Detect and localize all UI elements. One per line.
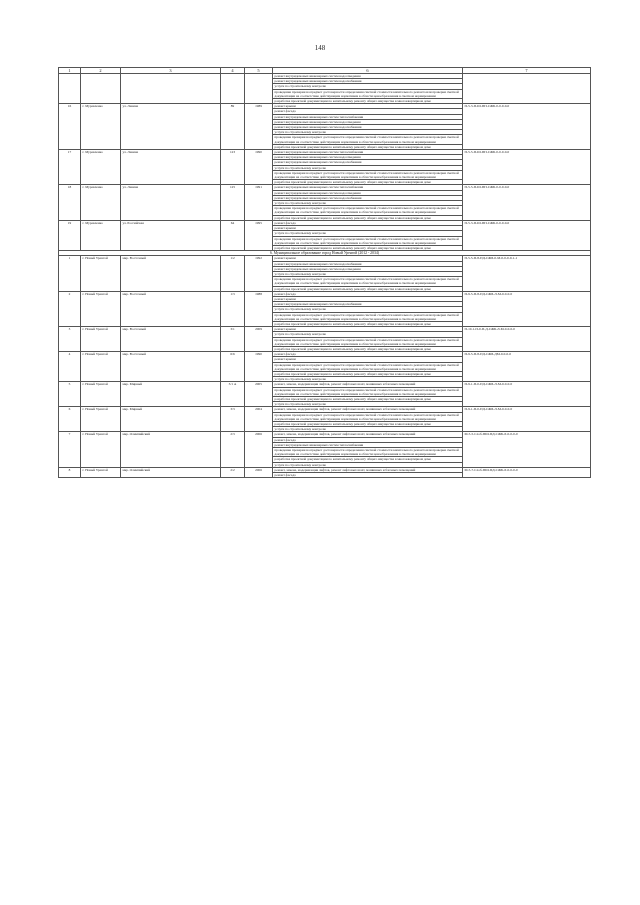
work-type-cell: ремонт крыши	[273, 296, 463, 301]
table-row	[59, 185, 591, 190]
town-cell: г. Новый Уренгой	[81, 382, 121, 407]
work-type-cell: услуги по строительному контролю	[273, 130, 463, 135]
work-type-cell: проведение проверки на предмет достоверности определения сметной стоимости капитального ремонта или проверки сметной документации на соответствие действующим нормативам в области ценообразования в сметном нормировании	[273, 312, 463, 321]
row-number: 3	[59, 327, 81, 352]
town-cell: г. Новый Уренгой	[81, 407, 121, 432]
street-cell: ул. Ленина	[121, 185, 221, 220]
year-cell: 1990	[245, 150, 273, 185]
town-cell: г. Новый Уренгой	[81, 432, 121, 467]
town-cell: г. Новый Уренгой	[81, 256, 121, 291]
year-cell: 2009	[245, 327, 273, 352]
street-cell: ул. Российская	[121, 220, 221, 250]
year-cell: 1992	[245, 256, 273, 291]
house-code-cell: П-5-5-П-8-ПД-СЖБ-0-М-0-0-0-0-1-1	[463, 256, 591, 291]
table-row	[59, 467, 591, 472]
town-cell	[81, 74, 121, 104]
house-code-cell: М-5-7-Слоб-ПШ-ПД-СЖБ-Л-0-0-0-0	[463, 467, 591, 477]
work-type-cell: ремонт внутридомовых инженерных систем водоснабжения	[273, 125, 463, 130]
work-type-cell: ремонт внутридомовых инженерных систем водоотведения	[273, 155, 463, 160]
work-type-cell: ремонт внутридомовых инженерных систем водоотведения	[273, 74, 463, 79]
work-type-cell: ремонт крыши	[273, 104, 463, 109]
work-type-cell: услуги по строительному контролю	[273, 84, 463, 89]
row-number: 1	[59, 256, 81, 291]
work-type-cell: ремонт крыши	[273, 327, 463, 332]
work-type-cell: ремонт внутридомовых инженерных систем водоснабжения	[273, 79, 463, 84]
house-cell: 1/3	[221, 291, 245, 326]
house-cell: 3/3	[221, 407, 245, 432]
work-type-cell: разработка проектной документации по капитальному ремонту общего имущества в многоквартирном доме	[273, 245, 463, 250]
table-row	[59, 407, 591, 412]
town-cell: г. Новый Уренгой	[81, 291, 121, 326]
work-type-cell: проведение проверки на предмет достоверности определения сметной стоимости капитального ремонта или проверки сметной документации на соответствие действующим нормативам в области ценообразования в сметном нормировании	[273, 170, 463, 179]
work-type-cell: ремонт внутридомовых инженерных систем водоотведения	[273, 266, 463, 271]
house-cell: 125	[221, 185, 245, 220]
work-type-cell: услуги по строительному контролю	[273, 271, 463, 276]
work-type-cell: ремонт, замена, модернизация лифтов, ремонт лифтовых шахт, машинных и блочных помещений	[273, 467, 463, 472]
house-code-cell: П-9-1-П-0-ПД-СЖБ-Л-М-0-0-0-0	[463, 382, 591, 407]
section-title: 6. Муниципальное образование город Новый Уренгой (2012 - 2034)	[59, 251, 591, 256]
work-type-cell: ремонт внутридомовых инженерных систем теплоснабжения	[273, 150, 463, 155]
work-type-cell: ремонт внутридомовых инженерных систем водоснабжения	[273, 195, 463, 200]
work-type-cell: ремонт внутридомовых инженерных систем теплоснабжения	[273, 442, 463, 447]
town-cell: г. Новый Уренгой	[81, 467, 121, 477]
row-number	[59, 74, 81, 104]
house-cell: 1/2	[221, 256, 245, 291]
town-cell: г. Новый Уренгой	[81, 352, 121, 382]
street-cell: мкр. Мирный	[121, 407, 221, 432]
work-type-cell: услуги по строительному контролю	[273, 231, 463, 236]
work-type-cell: проведение проверки на предмет достоверности определения сметной стоимости капитального ремонта или проверки сметной документации на соответствие действующим нормативам в области ценообразования в сметном нормировании	[273, 206, 463, 215]
row-number: 6	[59, 407, 81, 432]
work-type-cell: проведение проверки на предмет достоверности определения сметной стоимости капитального ремонта или проверки сметной документации на соответствие действующим нормативам в области ценообразования в сметном нормировании	[273, 277, 463, 286]
work-type-cell: проведение проверки на предмет достоверности определения сметной стоимости капитального ремонта или проверки сметной документации на соответствие действующим нормативам в области ценообразования в сметном нормировании	[273, 412, 463, 421]
work-type-cell: услуги по строительному контролю	[273, 402, 463, 407]
row-number: 2	[59, 291, 81, 326]
work-type-cell: ремонт внутридомовых инженерных систем водоснабжения	[273, 302, 463, 307]
work-type-cell: ремонт внутридомовых инженерных систем водоснабжения	[273, 261, 463, 266]
table-row	[59, 432, 591, 437]
work-type-cell: разработка проектной документации по капитальному ремонту общего имущества в многоквартирном доме	[273, 457, 463, 462]
house-code-cell: П-5-5-П-Ш-ПП-СЖБ-0-0-0-0-0	[463, 150, 591, 185]
street-cell: мкр. Мирный	[121, 382, 221, 407]
work-type-cell: проведение проверки на предмет достоверности определения сметной стоимости капитального ремонта или проверки сметной документации на соответствие действующим нормативам в области ценообразования в сметном нормировании	[273, 448, 463, 457]
column-header: 3	[121, 68, 221, 74]
work-type-cell: ремонт фасада	[273, 220, 463, 225]
column-header: 4	[221, 68, 245, 74]
street-cell: мкр. Олимпийский	[121, 432, 221, 467]
work-type-cell: услуги по строительному контролю	[273, 332, 463, 337]
house-code-cell: П-5-5-П-Ш-ПП-СЖБ-0-0-0-0-0	[463, 185, 591, 220]
row-number: 8	[59, 467, 81, 477]
work-type-cell: разработка проектной документации по капитальному ремонту общего имущества в многоквартирном доме	[273, 144, 463, 149]
year-cell: 1988	[245, 291, 273, 326]
work-type-cell: разработка проектной документации по капитальному ремонту общего имущества в многоквартирном доме	[273, 321, 463, 326]
town-cell: г. Муравленко	[81, 220, 121, 250]
work-type-cell: проведение проверки на предмет достоверности определения сметной стоимости капитального ремонта или проверки сметной документации на соответствие действующим нормативам в области ценообразования в сметном нормировании	[273, 135, 463, 144]
work-type-cell: проведение проверки на предмет достоверности определения сметной стоимости капитального ремонта или проверки сметной документации на соответствие действующим нормативам в области ценообразования в сметном нормировании	[273, 337, 463, 346]
house-cell: 2/2	[221, 467, 245, 477]
work-type-cell: проведение проверки на предмет достоверности определения сметной стоимости капитального ремонта или проверки сметной документации на соответствие действующим нормативам в области ценообразования в сметном нормировании	[273, 89, 463, 98]
page-number: 148	[314, 44, 326, 52]
year-cell: 1990	[245, 352, 273, 382]
column-header: 5	[245, 68, 273, 74]
work-type-cell: ремонт фасада	[273, 291, 463, 296]
work-type-cell: ремонт, замена, модернизация лифтов, ремонт лифтовых шахт, машинных и блочных помещений	[273, 432, 463, 437]
house-code-cell: П-9-1-П-0-ПД-СЖБ-Л-М-0-0-0-0	[463, 407, 591, 432]
work-type-cell: разработка проектной документации по капитальному ремонту общего имущества в многоквартирном доме	[273, 215, 463, 220]
row-number: 17	[59, 150, 81, 185]
year-cell: 2004	[245, 407, 273, 432]
street-cell: мкр. Восточный	[121, 352, 221, 382]
work-type-cell: услуги по строительному контролю	[273, 462, 463, 467]
work-type-cell: услуги по строительному контролю	[273, 201, 463, 206]
house-cell: 3/1	[221, 327, 245, 352]
work-type-cell: разработка проектной документации по капитальному ремонту общего имущества в многоквартирном доме	[273, 397, 463, 402]
street-cell: мкр. Олимпийский	[121, 467, 221, 477]
work-type-cell: ремонт крыши	[273, 357, 463, 362]
year-cell	[245, 74, 273, 104]
table-row	[59, 150, 591, 155]
work-type-cell: разработка проектной документации по капитальному ремонту общего имущества в многоквартирном доме	[273, 422, 463, 427]
house-code-cell	[463, 74, 591, 104]
work-type-cell: ремонт фасада	[273, 473, 463, 478]
town-cell: г. Муравленко	[81, 185, 121, 220]
work-type-cell: ремонт внутридомовых инженерных систем водоотведения	[273, 190, 463, 195]
work-type-cell: услуги по строительному контролю	[273, 165, 463, 170]
table-row	[59, 382, 591, 387]
row-number: 7	[59, 432, 81, 467]
town-cell: г. Муравленко	[81, 104, 121, 150]
year-cell: 2006	[245, 467, 273, 477]
year-cell: 1989	[245, 104, 273, 150]
work-type-cell: ремонт, замена, модернизация лифтов, ремонт лифтовых шахт, машинных и блочных помещений	[273, 407, 463, 412]
house-cell: 3/1 А	[221, 382, 245, 407]
work-type-cell: проведение проверки на предмет достоверности определения сметной стоимости капитального ремонта или проверки сметной документации на соответствие действующим нормативам в области ценообразования в сметном нормировании	[273, 236, 463, 245]
work-type-cell: ремонт крыши	[273, 256, 463, 261]
work-type-cell: услуги по строительному контролю	[273, 377, 463, 382]
column-header: 2	[81, 68, 121, 74]
work-type-cell: ремонт внутридомовых инженерных систем теплоснабжения	[273, 114, 463, 119]
house-cell: 6/6	[221, 352, 245, 382]
work-type-cell: ремонт фасада	[273, 352, 463, 357]
year-cell: 2006	[245, 432, 273, 467]
column-header: 7	[463, 68, 591, 74]
work-type-cell: разработка проектной документации по капитальному ремонту общего имущества в многоквартирном доме	[273, 180, 463, 185]
row-number: 16	[59, 104, 81, 150]
work-type-cell: проведение проверки на предмет достоверности определения сметной стоимости капитального ремонта или проверки сметной документации на соответствие действующим нормативам в области ценообразования в сметном нормировании	[273, 387, 463, 396]
work-type-cell: разработка проектной документации по капитальному ремонту общего имущества в многоквартирном доме	[273, 99, 463, 104]
column-header: 6	[273, 68, 463, 74]
house-code-cell: П-9-5-П-8-ПД-СЖБ-Л-М-0-0-0-0	[463, 291, 591, 326]
work-type-cell: услуги по строительному контролю	[273, 307, 463, 312]
repair-program-table	[58, 67, 591, 478]
street-cell: ул. Ленина	[121, 104, 221, 150]
house-cell	[221, 74, 245, 104]
house-code-cell: М-5-5-Слоб-ПШ-ПД-СЖБ-Л-0-0-0-0	[463, 432, 591, 467]
row-number: 5	[59, 382, 81, 407]
house-code-cell: П-5-3-П-Ш-ПП-СЖБ-0-0-0-0-0	[463, 220, 591, 250]
work-type-cell: ремонт крыши	[273, 226, 463, 231]
street-cell: мкр. Восточный	[121, 327, 221, 352]
year-cell: 1991	[245, 185, 273, 220]
work-type-cell: ремонт внутридомовых инженерных систем водоснабжения	[273, 160, 463, 165]
house-cell: 2/3	[221, 432, 245, 467]
house-code-cell: П-10-1-П-0-П-Д-СЖБ-Л-М-0-0-0-0	[463, 327, 591, 352]
work-type-cell: ремонт внутридомовых инженерных систем теплоснабжения	[273, 185, 463, 190]
work-type-cell: ремонт, замена, модернизация лифтов, ремонт лифтовых шахт, машинных и блочных помещений	[273, 382, 463, 387]
column-header: 1	[59, 68, 81, 74]
work-type-cell: разработка проектной документации по капитальному ремонту общего имущества в многоквартирном доме	[273, 371, 463, 376]
table-row	[59, 74, 591, 79]
work-type-cell: ремонт фасада	[273, 437, 463, 442]
house-cell: 64	[221, 220, 245, 250]
work-type-cell: проведение проверки на предмет достоверности определения сметной стоимости капитального ремонта или проверки сметной документации на соответствие действующим нормативам в области ценообразования в сметном нормировании	[273, 362, 463, 371]
street-cell	[121, 74, 221, 104]
row-number: 19	[59, 220, 81, 250]
work-type-cell: ремонт фасада	[273, 109, 463, 114]
year-cell: 2005	[245, 382, 273, 407]
house-code-cell: П-9-5-П-8-ПД-СЖБ-ДМ-0-0-0-0	[463, 352, 591, 382]
house-cell: 123	[221, 150, 245, 185]
work-type-cell: услуги по строительному контролю	[273, 427, 463, 432]
street-cell: мкр. Восточный	[121, 291, 221, 326]
work-type-cell: ремонт внутридомовых инженерных систем водоотведения	[273, 119, 463, 124]
work-type-cell: разработка проектной документации по капитальному ремонту общего имущества в многоквартирном доме	[273, 346, 463, 351]
town-cell: г. Муравленко	[81, 150, 121, 185]
house-cell: 89	[221, 104, 245, 150]
street-cell: мкр. Восточный	[121, 256, 221, 291]
town-cell: г. Новый Уренгой	[81, 327, 121, 352]
street-cell: ул. Ленина	[121, 150, 221, 185]
year-cell: 1995	[245, 220, 273, 250]
row-number: 18	[59, 185, 81, 220]
row-number: 4	[59, 352, 81, 382]
work-type-cell: разработка проектной документации по капитальному ремонту общего имущества в многоквартирном доме	[273, 286, 463, 291]
house-code-cell: П-5-3-П-Ш-ПП-СЖБ-0-0-0-0-0	[463, 104, 591, 150]
